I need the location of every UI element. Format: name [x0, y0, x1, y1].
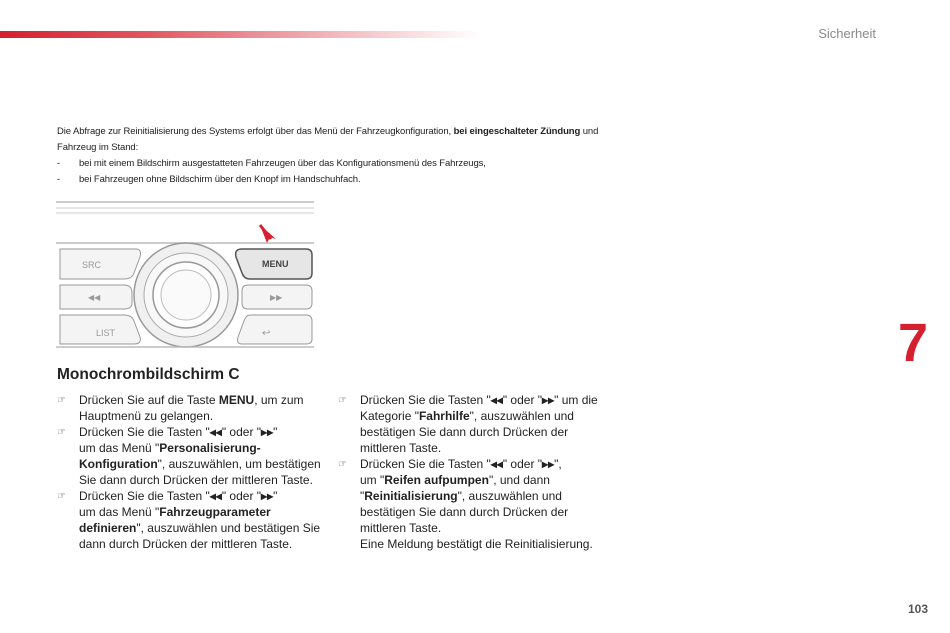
- intro-text-part: Die Abfrage zur Reinitialisierung des Systems erfolgt über das Menü der Fahrzeugkonfiguration,: [57, 126, 454, 137]
- prev-arrows-icon: ◂◂: [209, 489, 222, 503]
- bullet-text: bei Fahrzeugen ohne Bildschirm über den Knopf im Handschuhfach.: [79, 174, 361, 185]
- instruction-item: [338, 392, 598, 456]
- instruction-text: Drücken Sie die Tasten "◂◂" oder "▸▸" um die Kategorie "Fahrhilfe", auszuwählen und bestätigen Sie dann durch Drücken der mittleren Taste.: [360, 393, 598, 455]
- section-heading: Monochrombildschirm C: [57, 366, 240, 383]
- instruction-text: Drücken Sie die Tasten "◂◂" oder "▸▸" um das Menü "Personalisierung-Konfiguration", auszuwählen, um bestätigen Sie dann durch Drücken der mittleren Taste.: [79, 425, 321, 487]
- src-button-label: SRC: [82, 260, 102, 270]
- next-button-label: ▶▶: [270, 293, 283, 302]
- instruction-item: [57, 392, 327, 424]
- bullet-dash: -: [57, 174, 61, 185]
- instruction-text: Drücken Sie die Tasten "◂◂" oder "▸▸", um "Reifen aufpumpen", und dann "Reinitialisierung", auszuwählen und bestätigen Sie dann durch Drücken der mittleren Taste.: [360, 457, 569, 535]
- confirmation-note: Eine Meldung bestätigt die Reinitialisierung.: [360, 537, 593, 551]
- section-title: Sicherheit: [818, 26, 876, 41]
- prev-arrows-icon: ◂◂: [490, 457, 503, 471]
- instruction-item: [57, 488, 327, 552]
- instruction-text: Drücken Sie die Tasten "◂◂" oder "▸▸" um das Menü "Fahrzeugparameter definieren", auszuwählen und bestätigen Sie dann durch Drücken der mittleren Taste.: [79, 489, 321, 551]
- prev-arrows-icon: ◂◂: [209, 425, 222, 439]
- radio-control-panel-illustration: [56, 199, 314, 349]
- list-button-label: LIST: [96, 328, 116, 338]
- next-arrows-icon: ▸▸: [542, 393, 555, 407]
- bullet-text: bei mit einem Bildschirm ausgestatteten Fahrzeugen über das Konfigurationsmenü des Fahrzeugs,: [79, 158, 486, 169]
- pointing-hand-icon: ☞: [57, 395, 66, 406]
- prev-button-label: ◀◀: [88, 293, 101, 302]
- header-accent-bar: [0, 31, 480, 38]
- back-button-label: ↩: [262, 328, 271, 339]
- page-number: 103: [907, 602, 928, 616]
- intro-bullet: [57, 172, 617, 188]
- instruction-text: Drücken Sie auf die Taste MENU, um zum Hauptmenü zu gelangen.: [79, 393, 304, 423]
- intro-text: [57, 124, 617, 188]
- pointing-hand-icon: ☞: [57, 427, 66, 438]
- next-arrows-icon: ▸▸: [261, 489, 274, 503]
- bullet-dash: -: [57, 158, 61, 169]
- pointing-hand-icon: ☞: [338, 395, 347, 406]
- next-arrows-icon: ▸▸: [542, 457, 555, 471]
- pointing-hand-icon: ☞: [57, 491, 66, 502]
- pointing-hand-icon: ☞: [338, 459, 347, 470]
- instruction-item: [338, 456, 598, 536]
- intro-text-bold: bei eingeschalteter Zündung: [453, 126, 581, 137]
- intro-bullet: [57, 156, 617, 172]
- instruction-item: [57, 424, 327, 488]
- intro-paragraph: [57, 124, 617, 156]
- next-arrows-icon: ▸▸: [261, 425, 274, 439]
- instructions-column-left: [57, 392, 327, 552]
- menu-button-label: MENU: [262, 259, 289, 269]
- intro-text-part: und Fahrzeug im Stand:: [57, 126, 599, 153]
- chapter-number: 7: [897, 313, 928, 373]
- prev-arrows-icon: ◂◂: [490, 393, 503, 407]
- instructions-column-right: [338, 392, 598, 552]
